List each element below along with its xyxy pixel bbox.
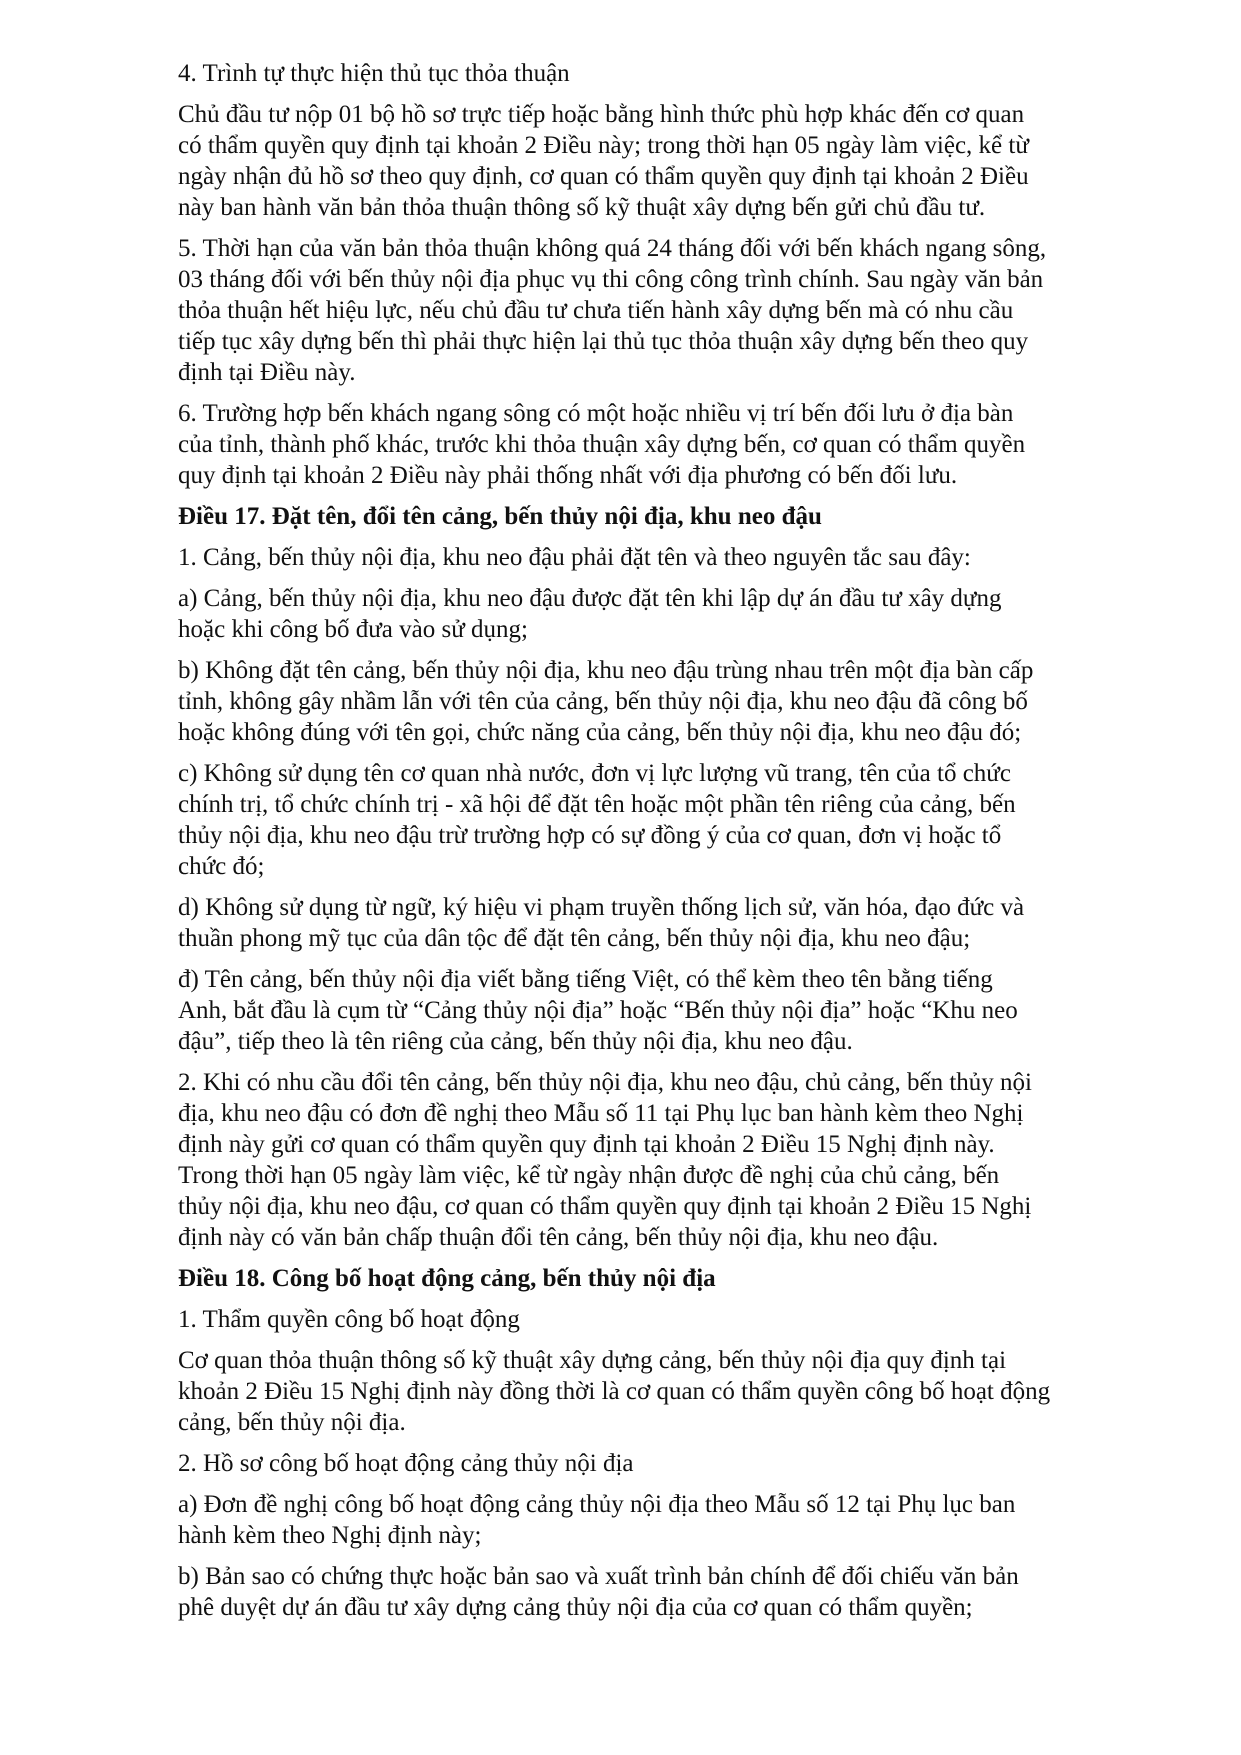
- text-line: thuần phong mỹ tục của dân tộc để đặt tên cảng, bến thủy nội địa, khu neo đậu;: [178, 925, 971, 952]
- text-line: thủy nội địa, khu neo đậu, cơ quan có thẩm quyền quy định tại khoản 2 Điều 15 Nghị: [178, 1193, 1032, 1220]
- text-line: a) Đơn đề nghị công bố hoạt động cảng thủy nội địa theo Mẫu số 12 tại Phụ lục ban: [178, 1491, 1016, 1518]
- text-line: 1. Thẩm quyền công bố hoạt động: [178, 1306, 520, 1333]
- text-line: Cơ quan thỏa thuận thông số kỹ thuật xây dựng cảng, bến thủy nội địa quy định tại: [178, 1347, 1007, 1374]
- text-line: đ) Tên cảng, bến thủy nội địa viết bằng tiếng Việt, có thể kèm theo tên bằng tiếng: [178, 966, 993, 993]
- text-line: ngày nhận đủ hồ sơ theo quy định, cơ quan có thẩm quyền quy định tại khoản 2 Điều: [178, 163, 1029, 190]
- text-line: thủy nội địa, khu neo đậu trừ trường hợp có sự đồng ý của cơ quan, đơn vị hoặc tổ: [178, 822, 1002, 849]
- text-line: đậu”, tiếp theo là tên riêng của cảng, bến thủy nội địa, khu neo đậu.: [178, 1028, 853, 1055]
- text-line: 2. Khi có nhu cầu đổi tên cảng, bến thủy nội địa, khu neo đậu, chủ cảng, bến thủy nội: [178, 1069, 1032, 1096]
- text-line: có thẩm quyền quy định tại khoản 2 Điều này; trong thời hạn 05 ngày làm việc, kể từ: [178, 132, 1029, 159]
- text-line: tiếp tục xây dựng bến thì phải thực hiện lại thủ tục thỏa thuận xây dựng bến theo quy: [178, 328, 1029, 355]
- text-line: Điều 17. Đặt tên, đổi tên cảng, bến thủy nội địa, khu neo đậu: [178, 503, 822, 530]
- text-line: của tỉnh, thành phố khác, trước khi thỏa thuận xây dựng bến, cơ quan có thẩm quyền: [178, 431, 1026, 458]
- text-line: hoặc khi công bố đưa vào sử dụng;: [178, 616, 528, 643]
- text-line: này ban hành văn bản thỏa thuận thông số kỹ thuật xây dựng bến gửi chủ đầu tư.: [178, 194, 986, 221]
- paragraph: [178, 542, 1130, 573]
- text-line: quy định tại khoản 2 Điều này phải thống nhất với địa phương có bến đối lưu.: [178, 462, 958, 489]
- text-line: Điều 18. Công bố hoạt động cảng, bến thủy nội địa: [178, 1265, 716, 1292]
- text-line: Trong thời hạn 05 ngày làm việc, kể từ ngày nhận được đề nghị của chủ cảng, bến: [178, 1162, 1000, 1189]
- text-line: 5. Thời hạn của văn bản thỏa thuận không quá 24 tháng đối với bến khách ngang sông,: [178, 235, 1047, 262]
- text-line: Anh, bắt đầu là cụm từ “Cảng thủy nội địa” hoặc “Bến thủy nội địa” hoặc “Khu neo: [178, 997, 1018, 1024]
- document-page: [178, 58, 1130, 1633]
- text-line: b) Bản sao có chứng thực hoặc bản sao và xuất trình bản chính để đối chiếu văn bản: [178, 1563, 1019, 1590]
- text-line: c) Không sử dụng tên cơ quan nhà nước, đơn vị lực lượng vũ trang, tên của tổ chức: [178, 760, 1011, 787]
- paragraph: [178, 655, 1130, 748]
- text-line: 1. Cảng, bến thủy nội địa, khu neo đậu phải đặt tên và theo nguyên tắc sau đây:: [178, 544, 971, 571]
- article-heading: [178, 501, 1130, 532]
- paragraph: [178, 1304, 1130, 1335]
- text-line: tỉnh, không gây nhầm lẫn với tên của cảng, bến thủy nội địa, khu neo đậu đã công bố: [178, 688, 1028, 715]
- text-line: 4. Trình tự thực hiện thủ tục thỏa thuận: [178, 60, 570, 87]
- text-line: định tại Điều này.: [178, 359, 356, 386]
- paragraph: [178, 1561, 1130, 1623]
- paragraph: [178, 583, 1130, 645]
- text-line: địa, khu neo đậu có đơn đề nghị theo Mẫu số 11 tại Phụ lục ban hành kèm theo Nghị: [178, 1100, 1024, 1127]
- text-line: thỏa thuận hết hiệu lực, nếu chủ đầu tư chưa tiến hành xây dựng bến mà có nhu cầu: [178, 297, 1014, 324]
- text-line: 2. Hồ sơ công bố hoạt động cảng thủy nội địa: [178, 1450, 634, 1477]
- paragraph: [178, 99, 1130, 223]
- text-line: hành kèm theo Nghị định này;: [178, 1522, 482, 1549]
- text-line: định này có văn bản chấp thuận đổi tên cảng, bến thủy nội địa, khu neo đậu.: [178, 1224, 939, 1251]
- text-line: cảng, bến thủy nội địa.: [178, 1409, 406, 1436]
- paragraph: [178, 758, 1130, 882]
- article-heading: [178, 1263, 1130, 1294]
- text-line: 03 tháng đối với bến thủy nội địa phục vụ thi công công trình chính. Sau ngày văn bản: [178, 266, 1044, 293]
- paragraph: [178, 892, 1130, 954]
- paragraph: [178, 398, 1130, 491]
- paragraph: [178, 1345, 1130, 1438]
- text-line: b) Không đặt tên cảng, bến thủy nội địa, khu neo đậu trùng nhau trên một địa bàn cấp: [178, 657, 1034, 684]
- text-line: Chủ đầu tư nộp 01 bộ hồ sơ trực tiếp hoặc bằng hình thức phù hợp khác đến cơ quan: [178, 101, 1025, 128]
- paragraph: [178, 1067, 1130, 1253]
- text-line: khoản 2 Điều 15 Nghị định này đồng thời là cơ quan có thẩm quyền công bố hoạt động: [178, 1378, 1051, 1405]
- paragraph: [178, 58, 1130, 89]
- paragraph: [178, 1448, 1130, 1479]
- text-line: phê duyệt dự án đầu tư xây dựng cảng thủy nội địa của cơ quan có thẩm quyền;: [178, 1594, 973, 1621]
- text-line: hoặc không đúng với tên gọi, chức năng của cảng, bến thủy nội địa, khu neo đậu đó;: [178, 719, 1022, 746]
- text-line: 6. Trường hợp bến khách ngang sông có một hoặc nhiều vị trí bến đối lưu ở địa bàn: [178, 400, 1014, 427]
- text-line: định này gửi cơ quan có thẩm quyền quy định tại khoản 2 Điều 15 Nghị định này.: [178, 1131, 995, 1158]
- text-line: a) Cảng, bến thủy nội địa, khu neo đậu được đặt tên khi lập dự án đầu tư xây dựng: [178, 585, 1002, 612]
- text-line: chức đó;: [178, 853, 265, 880]
- text-line: chính trị, tổ chức chính trị - xã hội để đặt tên hoặc một phần tên riêng của cảng, bến: [178, 791, 1016, 818]
- paragraph: [178, 1489, 1130, 1551]
- paragraph: [178, 233, 1130, 388]
- text-line: d) Không sử dụng từ ngữ, ký hiệu vi phạm truyền thống lịch sử, văn hóa, đạo đức và: [178, 894, 1025, 921]
- paragraph: [178, 964, 1130, 1057]
